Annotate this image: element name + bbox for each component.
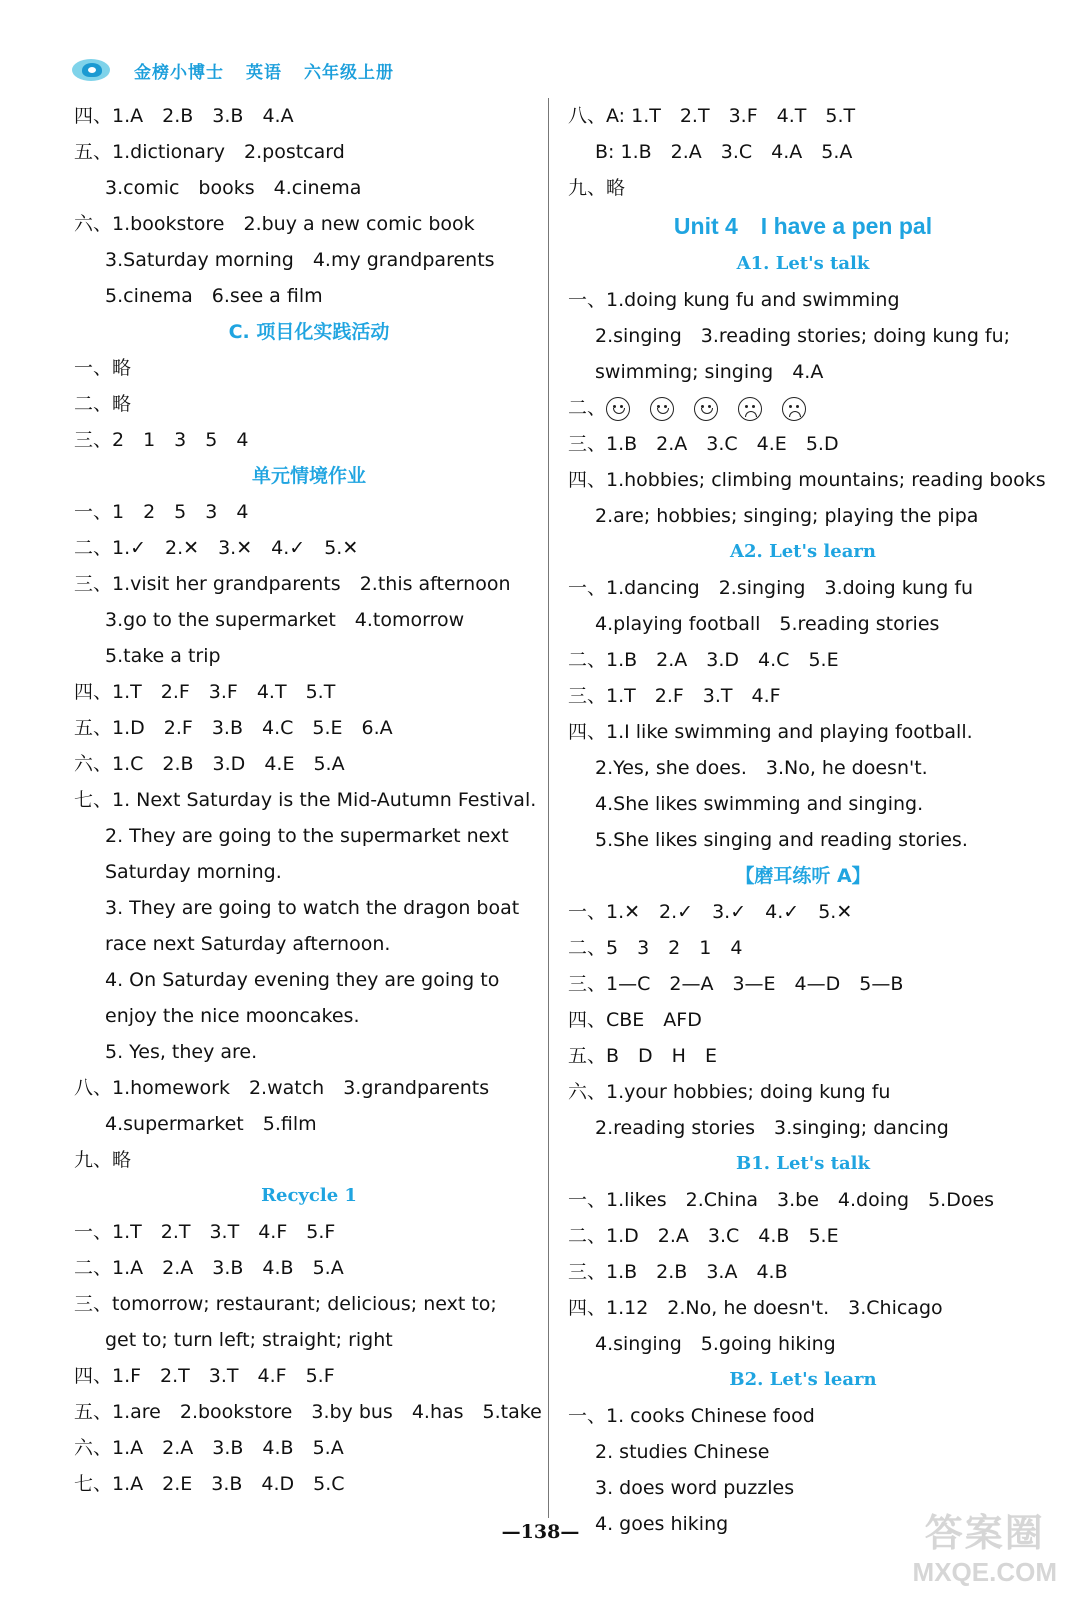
answer-line: 4.singing 5.going hiking bbox=[595, 1333, 836, 1355]
answer-line: 2. studies Chinese bbox=[595, 1441, 770, 1463]
answer-line: 三、1.B 2.A 3.C 4.E 5.D bbox=[568, 433, 839, 455]
answer-line: 四、1.I like swimming and playing football. bbox=[568, 721, 973, 743]
answer-line: swimming; singing 4.A bbox=[595, 361, 824, 383]
answer-line: 一、1 2 5 3 4 bbox=[74, 501, 249, 523]
section-heading: A1. Let's talk bbox=[736, 253, 870, 274]
watermark-cn: 答案圈 bbox=[924, 1511, 1045, 1555]
answer-line: B: 1.B 2.A 3.C 4.A 5.A bbox=[595, 141, 853, 163]
smiley-face-icon bbox=[650, 397, 674, 421]
answer-line: 六、1.A 2.A 3.B 4.B 5.A bbox=[74, 1437, 344, 1459]
answer-line: 4.playing football 5.reading stories bbox=[595, 613, 940, 635]
answer-line: 5.take a trip bbox=[105, 645, 221, 667]
answer-line: 五、1.dictionary 2.postcard bbox=[74, 141, 345, 163]
answer-line: 七、1.A 2.E 3.B 4.D 5.C bbox=[74, 1473, 345, 1495]
answer-line: 五、1.are 2.bookstore 3.by bus 4.has 5.take bbox=[74, 1401, 542, 1423]
section-heading: B2. Let's learn bbox=[729, 1369, 877, 1390]
answer-line: 四、CBE AFD bbox=[568, 1009, 702, 1031]
unit-title: Unit 4 I have a pen pal bbox=[673, 213, 933, 239]
answer-line: 4.She likes swimming and singing. bbox=[595, 793, 924, 815]
answer-line: 5.She likes singing and reading stories. bbox=[595, 829, 968, 851]
answer-line: enjoy the nice mooncakes. bbox=[105, 1005, 360, 1027]
answer-line: 一、1. cooks Chinese food bbox=[568, 1405, 815, 1427]
answer-line: 八、1.homework 2.watch 3.grandparents bbox=[74, 1077, 490, 1099]
answer-line: 三、1.T 2.F 3.T 4.F bbox=[568, 685, 781, 707]
answer-line: 五、B D H E bbox=[568, 1045, 717, 1067]
smiley-face-icon bbox=[694, 397, 718, 421]
answer-line: 二、1.✓ 2.✕ 3.✕ 4.✓ 5.✕ bbox=[74, 537, 359, 559]
answer-line: 一、1.T 2.T 3.T 4.F 5.F bbox=[74, 1221, 336, 1243]
answer-line: 二、略 bbox=[74, 393, 132, 415]
answer-line: 三、1—C 2—A 3—E 4—D 5—B bbox=[568, 973, 904, 995]
answer-line: 一、1.✕ 2.✓ 3.✓ 4.✓ 5.✕ bbox=[568, 901, 853, 923]
answer-line: 2.singing 3.reading stories; doing kung fu; bbox=[595, 325, 1011, 347]
answer-line: 二、1.B 2.A 3.D 4.C 5.E bbox=[568, 649, 839, 671]
answer-line: get to; turn left; straight; right bbox=[105, 1329, 393, 1351]
answer-line: 3.comic books 4.cinema bbox=[105, 177, 362, 199]
answer-line: 5. Yes, they are. bbox=[105, 1041, 258, 1063]
answer-line: 二、1.D 2.A 3.C 4.B 5.E bbox=[568, 1225, 839, 1247]
brand-name: 金榜小博士 bbox=[134, 62, 224, 83]
brand-logo-icon bbox=[72, 57, 112, 83]
answer-line: 三、tomorrow; restaurant; delicious; next to; bbox=[74, 1293, 497, 1315]
answer-line: 三、1.visit her grandparents 2.this afternoon bbox=[74, 573, 511, 595]
answer-line: 4. goes hiking bbox=[595, 1513, 729, 1535]
section-heading: B1. Let's talk bbox=[736, 1153, 870, 1174]
section-heading: 【磨耳练听 A】 bbox=[735, 865, 871, 887]
answer-line: 七、1. Next Saturday is the Mid-Autumn Festival. bbox=[74, 789, 537, 811]
section-heading: Recycle 1 bbox=[261, 1185, 357, 1206]
answer-line: Saturday morning. bbox=[105, 861, 282, 883]
right-answer-column bbox=[568, 98, 1046, 1542]
section-heading: C. 项目化实践活动 bbox=[228, 321, 390, 343]
sad-face-icon bbox=[782, 397, 806, 421]
answer-line: 四、1.A 2.B 3.B 4.A bbox=[74, 105, 294, 127]
watermark bbox=[913, 1502, 1057, 1588]
subject-label: 英语 bbox=[246, 62, 282, 83]
answer-line: 一、略 bbox=[74, 357, 132, 379]
answer-line: 二、5 3 2 1 4 bbox=[568, 937, 743, 959]
answer-line: 3.Saturday morning 4.my grandparents bbox=[105, 249, 495, 271]
answer-line: 3. does word puzzles bbox=[595, 1477, 795, 1499]
answer-line: 五、1.D 2.F 3.B 4.C 5.E 6.A bbox=[74, 717, 393, 739]
answer-line: 四、1.F 2.T 3.T 4.F 5.F bbox=[74, 1365, 335, 1387]
answer-line: 九、略 bbox=[74, 1149, 132, 1171]
answer-line: 三、2 1 3 5 4 bbox=[74, 429, 249, 451]
answer-line: 4. On Saturday evening they are going to bbox=[105, 969, 500, 991]
answer-line: 九、略 bbox=[568, 177, 626, 199]
answer-line: 四、1.12 2.No, he doesn't. 3.Chicago bbox=[568, 1297, 943, 1319]
question-number: 二、 bbox=[568, 397, 607, 419]
answer-line: 六、1.your hobbies; doing kung fu bbox=[568, 1081, 891, 1103]
answer-line: 八、A: 1.T 2.T 3.F 4.T 5.T bbox=[568, 105, 856, 127]
column-divider bbox=[548, 98, 549, 1518]
answer-line: 一、1.dancing 2.singing 3.doing kung fu bbox=[568, 577, 974, 599]
answer-line: 六、1.C 2.B 3.D 4.E 5.A bbox=[74, 753, 345, 775]
answer-line: 2.are; hobbies; singing; playing the pipa bbox=[595, 505, 979, 527]
answer-line: 三、1.B 2.B 3.A 4.B bbox=[568, 1261, 788, 1283]
answer-line: 2.reading stories 3.singing; dancing bbox=[595, 1117, 949, 1139]
sad-face-icon bbox=[738, 397, 762, 421]
answer-line: 2.Yes, she does. 3.No, he doesn't. bbox=[595, 757, 928, 779]
answer-line: 二、1.A 2.A 3.B 4.B 5.A bbox=[74, 1257, 344, 1279]
answer-line: 一、1.likes 2.China 3.be 4.doing 5.Does bbox=[568, 1189, 995, 1211]
answer-line: 3. They are going to watch the dragon boat bbox=[105, 897, 520, 919]
smiley-face-icon bbox=[606, 397, 630, 421]
answer-line: 2. They are going to the supermarket next bbox=[105, 825, 509, 847]
answer-line: 5.cinema 6.see a film bbox=[105, 285, 323, 307]
answer-line: 四、1.hobbies; climbing mountains; reading books bbox=[568, 469, 1046, 491]
answer-line-faces bbox=[568, 390, 1038, 426]
answer-line: race next Saturday afternoon. bbox=[105, 933, 391, 955]
page-number: —138— bbox=[501, 1521, 580, 1543]
page-header bbox=[72, 52, 416, 88]
answer-line: 3.go to the supermarket 4.tomorrow bbox=[105, 609, 465, 631]
answer-line: 四、1.T 2.F 3.F 4.T 5.T bbox=[74, 681, 336, 703]
grade-label: 六年级上册 bbox=[304, 62, 394, 83]
section-heading: A2. Let's learn bbox=[730, 541, 876, 562]
watermark-url: MXQE.COM bbox=[912, 1557, 1057, 1587]
answer-line: 一、1.doing kung fu and swimming bbox=[568, 289, 900, 311]
section-heading: 单元情境作业 bbox=[251, 465, 366, 487]
answer-line: 六、1.bookstore 2.buy a new comic book bbox=[74, 213, 475, 235]
left-answer-column bbox=[74, 98, 544, 1502]
answer-line: 4.supermarket 5.film bbox=[105, 1113, 317, 1135]
